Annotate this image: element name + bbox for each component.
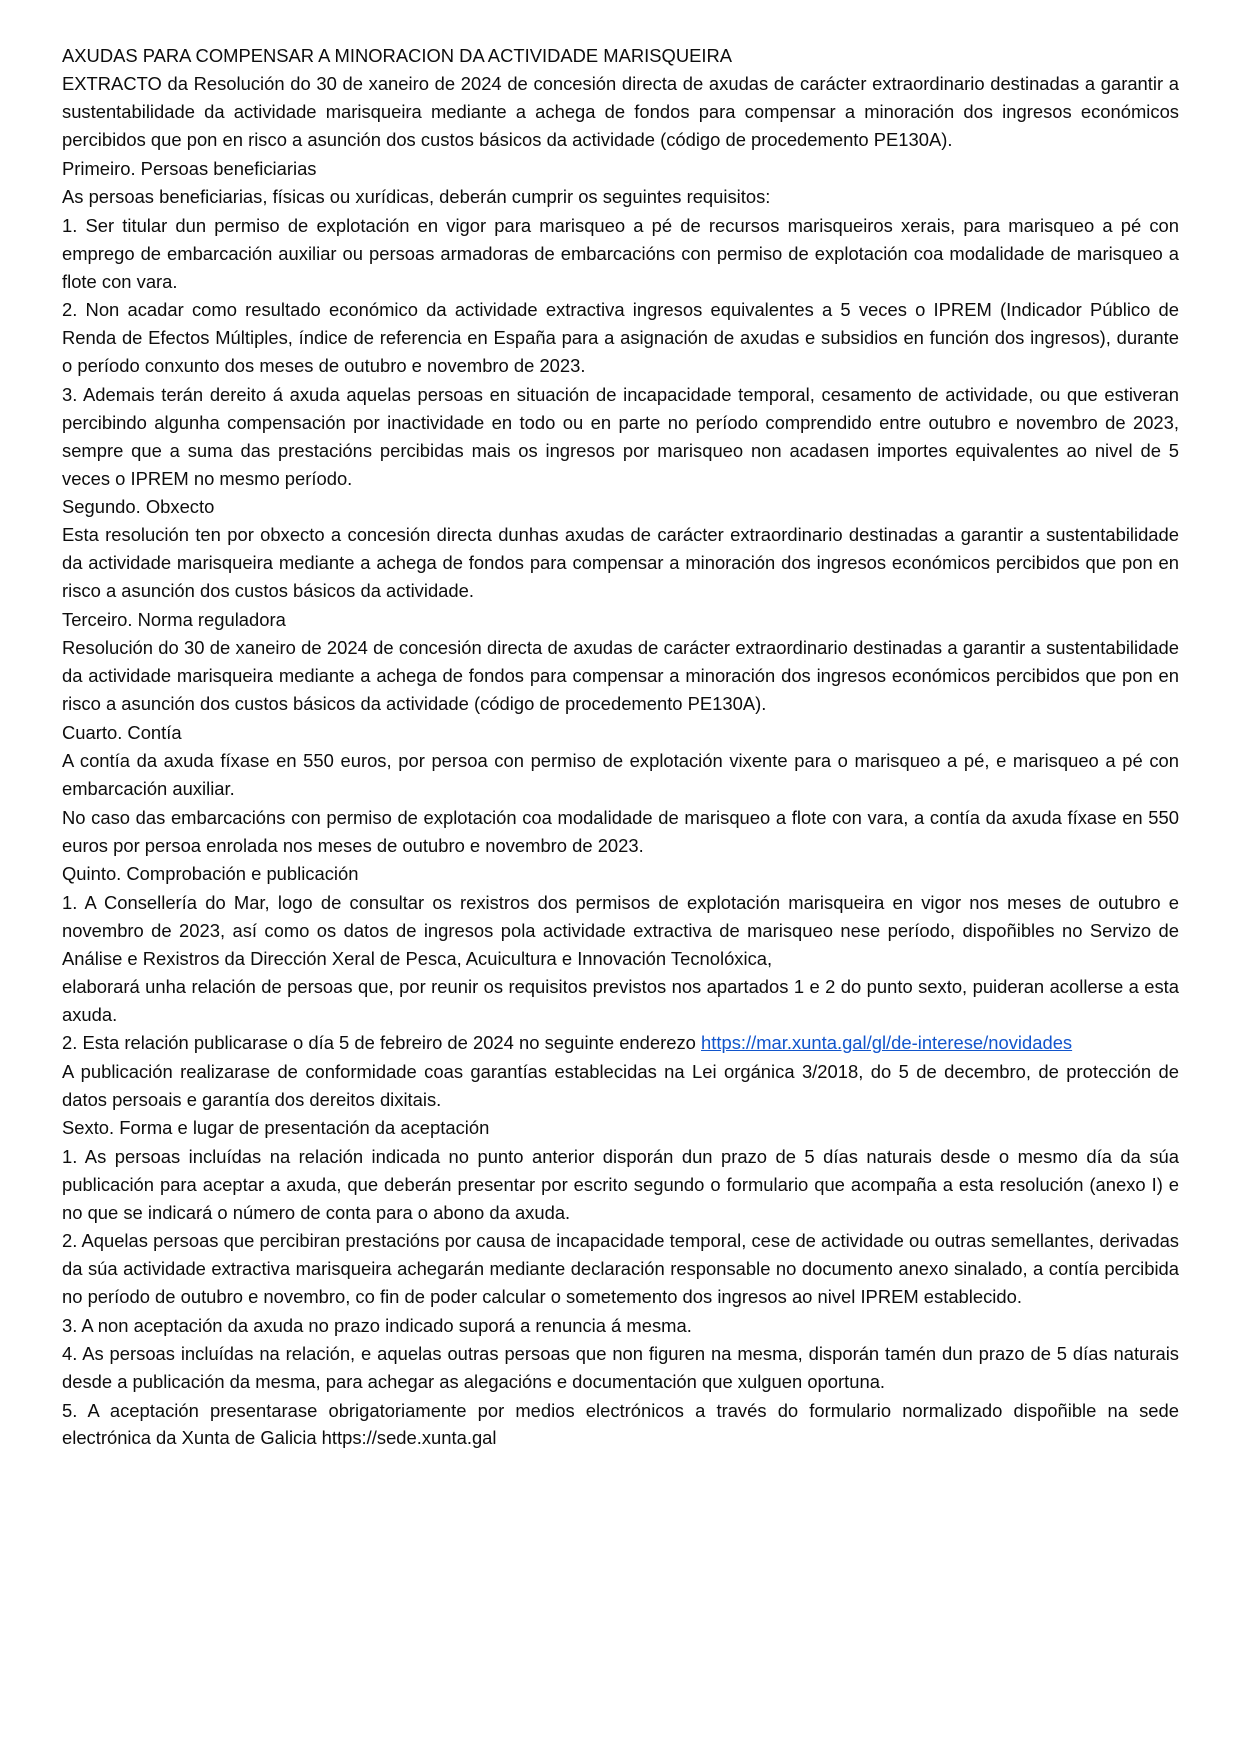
paragraph-garantias: A publicación realizarase de conformidade coas garantías establecidas na Lei orgánica 3/2018, do 5 de decembro, de protección de datos persoais e garantía dos dereitos dixitais. xyxy=(62,1060,1179,1110)
paragraph-obxecto: Esta resolución ten por obxecto a concesión directa dunhas axudas de carácter extraordinario destinadas a garantir a sustentabilidade da actividade marisqueira mediante a achega de fondos para compensar a minoración dos ingresos económicos percibidos que pon en risco a asunción dos custos básicos da actividade. xyxy=(62,524,1179,602)
publication-text: 2. Esta relación publicarase o día 5 de febreiro de 2024 no seguinte enderezo xyxy=(62,1032,702,1054)
paragraph-sexto-2: 2. Aquelas persoas que percibiran prestacións por causa de incapacidade temporal, cese de actividade ou outras semellantes, derivadas da súa actividade extractiva marisqueira achegarán mediante declaración responsable no documento anexo sinalado, a contía percibida no período de outubro e novembro, co fin de poder calcular o sometemento dos ingresos ao nivel IPREM establecido. xyxy=(62,1230,1179,1308)
paragraph-requisito-3: 3. Ademais terán dereito á axuda aquelas persoas en situación de incapacidade temporal, cesamento de actividade, ou que estiveran percibindo algunha compensación por inactividade en todo ou en parte no período comprendido entre outubro e novembro de 2023, sempre que a suma das prestacións percibidas mais os ingresos por marisqueo non acadasen importes equivalentes ao nivel de 5 veces o IPREM no mesmo período. xyxy=(62,383,1179,489)
heading-cuarto: Cuarto. Contía xyxy=(62,721,182,743)
document-body xyxy=(62,42,1179,1452)
paragraph-contia-2: No caso das embarcacións con permiso de explotación coa modalidade de marisqueo a flote con vara, a contía da axuda fíxase en 550 euros por persoa enrolada nos meses de outubro e novembro de 2023. xyxy=(62,806,1179,856)
heading-sexto: Sexto. Forma e lugar de presentación da aceptación xyxy=(62,1117,490,1139)
paragraph-contia-1: A contía da axuda fíxase en 550 euros, por persoa con permiso de explotación vixente para o marisqueo a pé, e marisqueo a pé con embarcación auxiliar. xyxy=(62,750,1179,800)
heading-primeiro: Primeiro. Persoas beneficiarias xyxy=(62,157,317,179)
paragraph-comprobacion-1b: elaborará unha relación de persoas que, por reunir os requisitos previstos nos apartados 1 e 2 do punto sexto, puideran acollerse a esta axuda. xyxy=(62,975,1179,1025)
paragraph-comprobacion-1: 1. A Consellería do Mar, logo de consultar os rexistros dos permisos de explotación marisqueira en vigor nos meses de outubro e novembro de 2023, así como os datos de ingresos pola actividade extractiva de marisqueo nese período, dispoñibles no Servizo de Análise e Rexistros da Dirección Xeral de Pesca, Acuicultura e Innovación Tecnolóxica, xyxy=(62,891,1179,969)
paragraph-sexto-1: 1. As persoas incluídas na relación indicada no punto anterior disporán dun prazo de 5 días naturais desde o mesmo día da súa publicación para aceptar a axuda, que deberán presentar por escrito segundo o formulario que acompaña a esta resolución (anexo I) e no que se indicará o número de conta para o abono da axuda. xyxy=(62,1145,1179,1223)
paragraph-sexto-5: 5. A aceptación presentarase obrigatoriamente por medios electrónicos a través do formulario normalizado dispoñible na sede electrónica da Xunta de Galicia https://sede.xunta.gal xyxy=(62,1399,1179,1449)
heading-segundo: Segundo. Obxecto xyxy=(62,496,215,517)
paragraph-norma-reguladora: Resolución do 30 de xaneiro de 2024 de concesión directa de axudas de carácter extraordinario destinadas a garantir a sustentabilidade da actividade marisqueira mediante a achega de fondos para compensar a minoración dos ingresos económicos percibidos que pon en risco a asunción dos custos básicos da actividade (código de procedemento PE130A). xyxy=(62,637,1179,715)
paragraph-sexto-3: 3. A non aceptación da axuda no prazo indicado suporá a renuncia á mesma. xyxy=(62,1314,692,1336)
paragraph-requisito-2: 2. Non acadar como resultado económico da actividade extractiva ingresos equivalentes a 5 veces o IPREM (Indicador Público de Renda de Efectos Múltiples, índice de referencia en España para a asignación de axudas e subsidios en función dos ingresos), durante o período conxunto dos meses de outubro e novembro de 2023. xyxy=(62,299,1179,377)
paragraph-extracto: EXTRACTO da Resolución do 30 de xaneiro de 2024 de concesión directa de axudas de carácter extraordinario destinadas a garantir a sustentabilidade da actividade marisqueira mediante a achega de fondos para compensar a minoración dos ingresos económicos percibidos que pon en risco a asunción dos custos básicos da actividade (código de procedemento PE130A). xyxy=(62,73,1179,151)
heading-quinto: Quinto. Comprobación e publicación xyxy=(62,863,359,885)
paragraph-publicacion xyxy=(62,1029,1179,1057)
document-title: AXUDAS PARA COMPENSAR A MINORACION DA ACTIVIDADE MARISQUEIRA xyxy=(62,45,733,66)
paragraph-requisitos-intro: As persoas beneficiarias, físicas ou xurídicas, deberán cumprir os seguintes requisitos: xyxy=(62,186,771,208)
novidades-link[interactable]: https://mar.xunta.gal/gl/de-interese/novidades xyxy=(701,1032,1073,1054)
heading-terceiro: Terceiro. Norma reguladora xyxy=(62,608,286,630)
paragraph-requisito-1: 1. Ser titular dun permiso de explotación en vigor para marisqueo a pé de recursos marisqueiros xerais, para marisqueo a pé con emprego de embarcación auxiliar ou persoas armadoras de embarcacións con permiso de explotación coa modalidade de marisqueo a flote con vara. xyxy=(62,214,1179,292)
paragraph-sexto-4: 4. As persoas incluídas na relación, e aquelas outras persoas que non figuren na mesma, disporán tamén dun prazo de 5 días naturais desde a publicación da mesma, para achegar as alegacións e documentación que xulguen oportuna. xyxy=(62,1343,1179,1393)
